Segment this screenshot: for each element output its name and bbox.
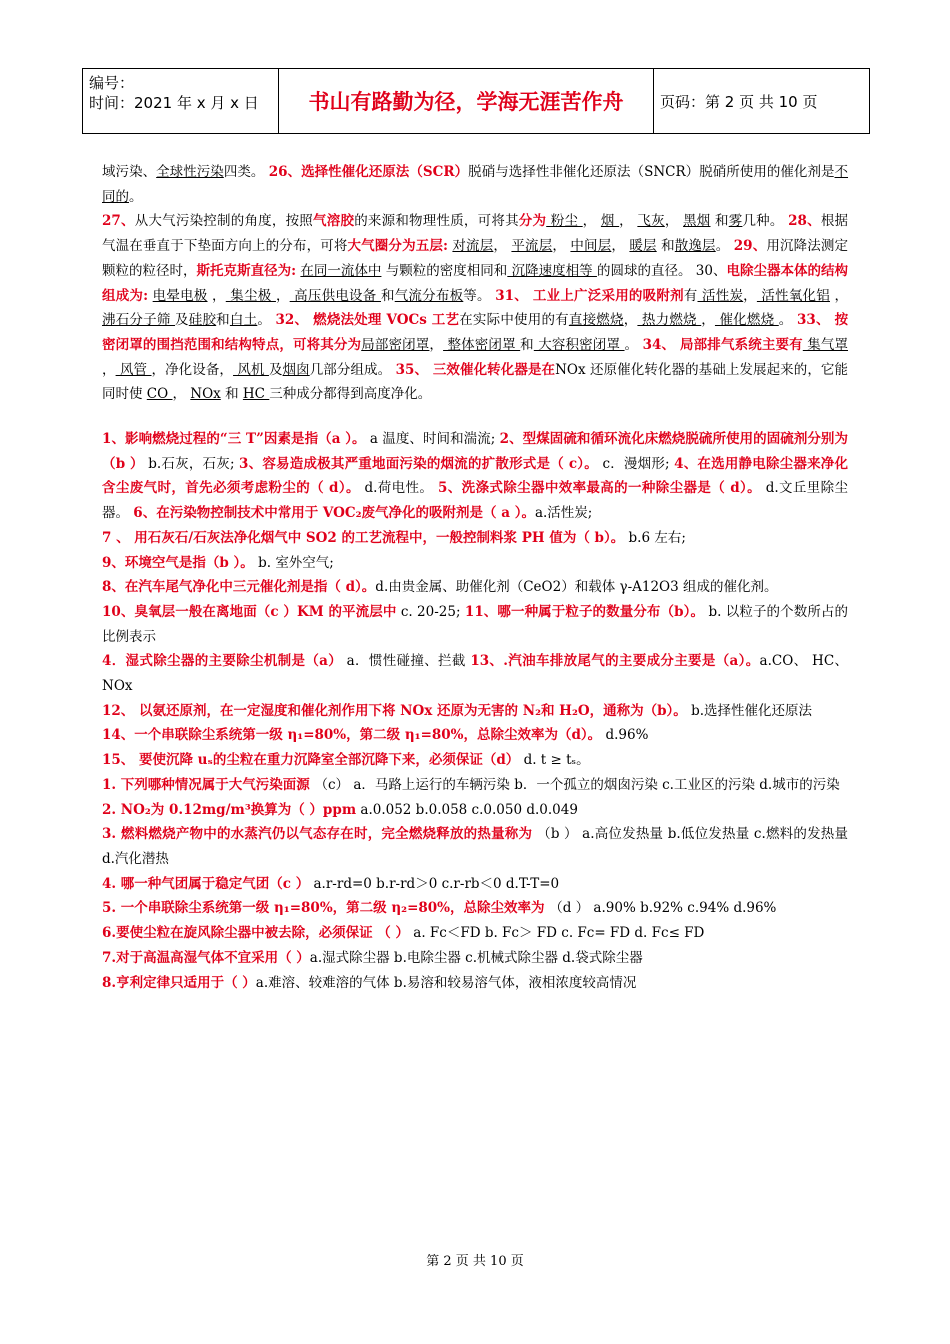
text-run: 几种。	[742, 213, 789, 230]
text-run: ，	[582, 213, 601, 230]
question-stem: 26、选择性催化还原法（SCR）	[268, 164, 469, 180]
answer-blank: 粉尘	[546, 213, 583, 230]
question-stem: 4. 哪一种气团属于稳定气团（c ）	[102, 875, 310, 892]
question-stem: 5、洗涤式除尘器中效率最高的一种除尘器是（ d）。	[437, 480, 762, 497]
answer-blank: CO	[146, 386, 173, 403]
question-paragraph	[102, 160, 848, 209]
answer-blank: 白土	[229, 312, 258, 329]
text-run: 域污染、	[102, 164, 157, 180]
text-run: c. 20-25;	[396, 603, 465, 620]
text-run: 及	[175, 312, 189, 329]
question-paragraph	[102, 209, 848, 407]
answer-blank: NOx	[190, 386, 221, 403]
text-run: ，	[623, 312, 638, 329]
question-stem: 6、在污染物控制技术中常用于 VOC₂废气净化的吸附剂是（ a ）。	[133, 505, 535, 522]
text-run: 用沉降法测定颗粒的粒径时，	[102, 238, 849, 279]
date-label: 时间：2021 年 x 月 x 日	[89, 94, 259, 112]
question-paragraph	[102, 896, 848, 921]
text-run: （d ） a.90% b.92% c.94% d.96%	[549, 900, 777, 917]
text-run: 从大气污染控制的角度，按照	[134, 213, 314, 230]
answer-blank: 烟囱	[282, 361, 310, 378]
question-stem: 大气圈分为五层:	[347, 238, 448, 255]
question-stem: 气溶胶	[313, 213, 355, 230]
answer-blank: 热力燃烧	[637, 312, 702, 329]
answer-blank: 集尘极	[225, 287, 276, 304]
answer-blank: 电晕电极	[152, 287, 208, 304]
text-run: 。	[778, 312, 797, 329]
question-stem: 7.对于高温高湿气体不宜采用（ ）	[102, 949, 310, 966]
question-paragraph	[102, 822, 848, 871]
question-paragraph	[102, 773, 848, 798]
question-stem: 15、 要使沉降 uₛ的尘粒在重力沉降室全部沉降下来，必须保证（d）	[102, 752, 520, 769]
text-run: a.活性炭;	[534, 505, 593, 522]
text-run: d.96%	[601, 727, 649, 744]
question-stem: 电除尘器本体的结构组成为:	[102, 262, 849, 304]
text-run: c．漫烟形;	[597, 455, 675, 472]
text-run: 和	[216, 312, 230, 329]
question-stem: 7 、 用石灰石/石灰法净化烟气中 SO2 的工艺流程中，一般控制料浆 PH 值为（ b）。	[102, 529, 625, 546]
text-run: d.荷电性。	[359, 480, 438, 497]
text-run: 有	[683, 287, 698, 304]
answer-blank: 烟	[600, 213, 620, 230]
text-run: （b ） a.高位发热量 b.低位发热量 c.燃料的发热量 d.汽化潜热	[102, 826, 848, 867]
question-stem: 斯托克斯直径为:	[196, 262, 297, 279]
answer-blank: 大容积密闭罩	[533, 336, 625, 353]
question-stem: 35、 三效催化转化器是在	[395, 361, 556, 378]
text-run: a.湿式除尘器 b.电除尘器 c.机械式除尘器 d.袋式除尘器	[309, 949, 643, 966]
answer-blank: 对流层	[452, 238, 494, 255]
text-run: ，	[102, 361, 116, 378]
text-run: ，	[172, 386, 191, 403]
text-run: 和	[380, 287, 395, 304]
answer-blank: 平流层	[511, 238, 553, 255]
question-paragraph	[102, 600, 848, 649]
answer-blank: 不同的	[102, 164, 849, 205]
answer-blank: 风机	[233, 361, 269, 378]
question-stem: 27、	[102, 213, 135, 230]
question-paragraph	[102, 575, 848, 600]
text-run: a.r-rd=0 b.r-rd＞0 c.r-rb＜0 d.T-T=0	[309, 875, 560, 892]
question-paragraph	[102, 427, 848, 526]
text-run: b.6 左右;	[624, 529, 686, 546]
question-stem: 分为	[518, 213, 547, 230]
text-run: b. 以粒子的个数所占的比例表示	[102, 603, 849, 645]
answer-blank: 风管	[115, 361, 152, 378]
header-meta	[83, 69, 279, 133]
question-paragraph	[102, 649, 848, 698]
text-run: ，	[207, 287, 226, 304]
text-run: ，	[830, 287, 849, 304]
question-paragraph	[102, 798, 848, 823]
answer-blank: 沉降速度相等	[507, 262, 597, 279]
question-stem: 5. 一个串联除尘系统第一级 η₁=80%，第二级 η₂=80%，总除尘效率为	[102, 900, 550, 917]
number-label: 编号：	[89, 74, 135, 92]
text-run: b.石灰，石灰;	[143, 455, 240, 472]
text-run: a.难溶、较难溶的气体 b.易溶和较易溶气体，液相浓度较高情况	[255, 974, 637, 991]
text-run: 四类。	[223, 164, 269, 180]
question-stem: 28、	[788, 213, 821, 230]
question-paragraph	[102, 748, 848, 773]
answer-blank: 催化燃烧	[714, 312, 779, 329]
text-run: 及	[268, 361, 283, 378]
question-paragraph	[102, 723, 848, 748]
answer-blank: 整体密闭罩	[443, 336, 521, 353]
answer-blank: 中间层	[570, 238, 612, 255]
answer-blank: 局部密闭罩	[361, 336, 430, 353]
text-run: a.CO、 HC、NOx	[102, 653, 848, 695]
text-run: a．惯性碰撞、拦截	[342, 653, 471, 670]
question-paragraph	[102, 946, 848, 971]
answer-blank: 集气罩	[802, 336, 849, 353]
question-stem: 1. 下列哪种情况属于大气污染面源	[102, 776, 315, 793]
question-stem: 29、	[733, 238, 767, 255]
text-run: 。	[257, 312, 276, 329]
text-run: 和	[656, 238, 675, 255]
question-paragraph	[102, 699, 848, 724]
text-run: 和	[710, 213, 729, 230]
text-run: 。	[624, 336, 643, 353]
question-paragraph	[102, 551, 848, 576]
question-stem: 13、.汽油车排放尾气的主要成分主要是（a）。	[470, 653, 760, 670]
text-run: 等。	[463, 287, 496, 304]
answer-blank: 雾	[728, 213, 743, 230]
question-stem: 12、 以氨还原剂，在一定湿度和催化剂作用下将 NOx 还原为无害的 N₂和 H₂O，通称为（b）。	[102, 702, 687, 719]
answer-blank: 活性氧化铝	[756, 287, 830, 304]
text-run: 和	[220, 386, 243, 403]
answer-blank: 硅胶	[188, 312, 217, 329]
text-run: 根据气温在垂直于下垫面方向上的分布，可将	[102, 213, 849, 255]
question-stem: 11、哪一种属于粒子的数量分布（b）。	[464, 603, 705, 620]
text-run: NOx 还原催化转化器的基础上发展起来的，它能同时使	[102, 361, 848, 403]
answer-blank: 高压供电设备	[289, 287, 381, 304]
section-gap	[102, 407, 848, 427]
answer-blank: 直接燃烧	[568, 312, 624, 329]
question-stem: 8、在汽车尾气净化中三元催化剂是指（ d）。	[102, 579, 376, 596]
question-stem: 33、 按密闭罩的围挡范围和结构特点，可将其分为	[102, 312, 849, 353]
header-motto: 书山有路勤为径，学海无涯苦作舟	[279, 69, 654, 133]
answer-blank: 活性炭	[697, 287, 744, 304]
text-run: d. t ≥ tₛ。	[519, 752, 590, 769]
page-header	[82, 68, 870, 134]
text-run: d.文丘里除尘器。	[102, 480, 848, 522]
text-run: 和	[520, 336, 534, 353]
question-stem: 14、一个串联除尘系统第一级 η₁=80%，第二级 η₁=80%，总除尘效率为（d）。	[102, 727, 602, 744]
text-run: ，	[429, 336, 444, 353]
text-run: ，	[275, 287, 290, 304]
text-run: a 温度、时间和湍流;	[365, 431, 500, 448]
question-paragraph	[102, 526, 848, 551]
text-run: ，	[701, 312, 715, 329]
question-stem: 10、臭氧层一般在离地面（c ）KM 的平流层中	[102, 603, 397, 620]
question-stem: 1、影响燃烧过程的“三 T”因素是指（a ）。	[102, 431, 366, 448]
question-stem: 3. 燃料燃烧产物中的水蒸汽仍以气态存在时，完全燃烧释放的热量称为	[102, 826, 538, 843]
question-stem: 2. NO₂为 0.12mg/m³换算为（ ）ppm	[102, 801, 357, 818]
text-run: a. Fc＜FD b. Fc＞ FD c. Fc= FD d. Fc≤ FD	[409, 925, 705, 942]
question-stem: 2、型煤固硫和循环流化床燃烧脱硫所使用的固硫剂分别为（b ）	[102, 431, 848, 472]
text-run: ，	[611, 238, 630, 255]
text-run: 。	[715, 238, 734, 255]
header-page-info: 页码：第 2 页 共 10 页	[660, 92, 818, 111]
answer-blank: 暖层	[629, 238, 657, 255]
answer-blank: 飞灰	[637, 213, 665, 230]
question-stem: 3、容易造成极其严重地面污染的烟流的扩散形式是（ c）。	[239, 455, 598, 472]
document-body	[102, 160, 848, 995]
text-run: ，	[552, 238, 571, 255]
text-run: 的来源和物理性质，可将其	[354, 213, 519, 230]
text-run: a.0.052 b.0.058 c.0.050 d.0.049	[356, 801, 578, 818]
text-run: ，	[619, 213, 638, 230]
page-footer: 第 2 页 共 10 页	[426, 1254, 524, 1269]
question-stem: 34、 局部排气系统主要有	[642, 336, 803, 353]
question-paragraph	[102, 971, 848, 996]
text-run: 的圆球的直径。 30、	[596, 262, 727, 279]
answer-blank: 黑烟	[683, 213, 711, 230]
text-run: ，	[664, 213, 684, 230]
question-stem: 4、在选用静电除尘器来净化含尘废气时，首先必须考虑粉尘的（ d）。	[102, 455, 848, 497]
text-run: 与颗粒的密度相同和	[381, 262, 508, 279]
text-run: 在实际中使用的有	[459, 312, 569, 329]
text-run: ，	[493, 238, 512, 255]
answer-blank: 全球性污染	[156, 164, 224, 180]
text-run: 。	[129, 188, 143, 205]
text-run: 几部分组成。	[309, 361, 396, 378]
text-run: 脱硝与选择性非催化还原法（SNCR）脱硝所使用的催化剂是	[468, 164, 835, 180]
question-stem: 9、环境空气是指（b ）。	[102, 554, 254, 571]
question-paragraph	[102, 872, 848, 897]
text-run: 三种成分都得到高度净化。	[269, 386, 432, 403]
question-stem: 8.亨利定律只适用于（ ）	[102, 974, 256, 991]
question-stem: 31、 工业上广泛采用的吸附剂	[495, 287, 684, 304]
answer-blank: 气流分布板	[394, 287, 464, 304]
answer-blank: HC	[242, 386, 270, 403]
text-run: d.由贵金属、助催化剂（CeO2）和载体 γ-A12O3 组成的催化剂。	[375, 579, 778, 596]
answer-blank: 在同一流体中	[300, 262, 382, 279]
answer-blank: 沸石分子筛	[102, 312, 176, 329]
text-run: ，净化设备，	[151, 361, 234, 378]
question-paragraph	[102, 921, 848, 946]
text-run: ，	[743, 287, 757, 304]
text-run: b.选择性催化还原法	[686, 702, 813, 719]
question-stem: 4．湿式除尘器的主要除尘机制是（a）	[102, 653, 343, 670]
question-stem: 32、 燃烧法处理 VOCs 工艺	[275, 312, 460, 329]
answer-blank: 散逸层	[674, 238, 716, 255]
text-run: （c） a．马路上运行的车辆污染 b．一个孤立的烟囱污染 c.工业区的污染 d.城市的污染	[314, 776, 840, 793]
text-run: b. 室外空气;	[253, 554, 334, 571]
question-stem: 6.要使尘粒在旋风除尘器中被去除，必须保证 （ ）	[102, 925, 409, 942]
